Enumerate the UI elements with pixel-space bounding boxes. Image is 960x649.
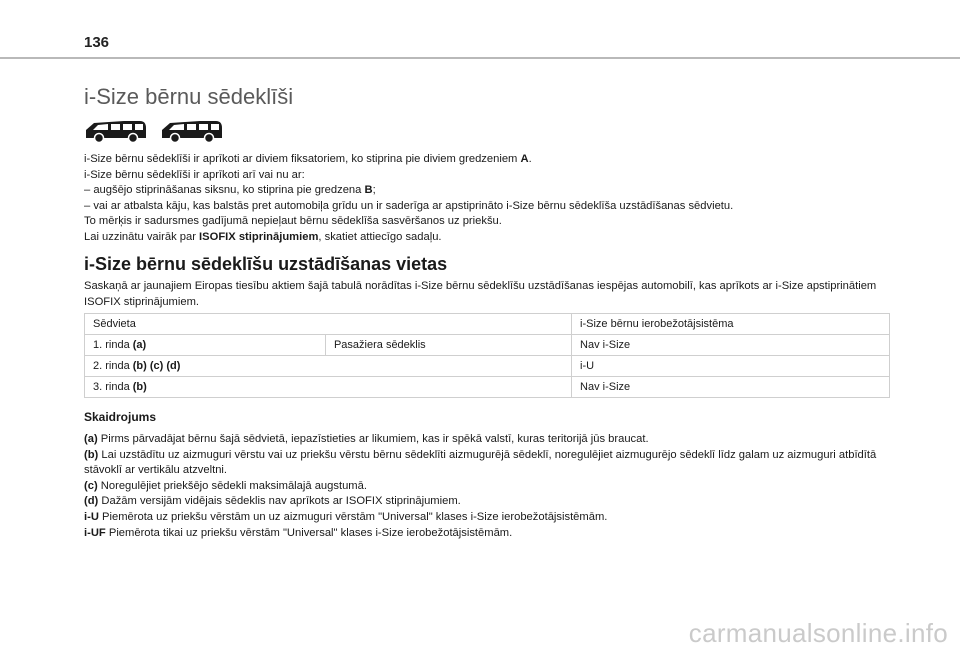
note-item: i-U Piemērota uz priekšu vērstām un uz aizmuguri vērstām "Universal" klases i-Size ierobežotājsistēmām. bbox=[84, 510, 608, 523]
note-item: (d) Dažām versijām vidējais sēdeklis nav aprīkots ar ISOFIX stiprinājumiem. bbox=[84, 495, 461, 508]
intro-line: – vai ar atbalsta kāju, kas balstās pret automobiļa grīdu un ir saderīga ar apstiprināto i-Size bērnu sēdeklīša uzstādīšanas sēdvietu. bbox=[84, 199, 734, 212]
section-description: Saskaņā ar jaunajiem Eiropas tiesību aktiem šajā tabulā norādītas i-Size bērnu sēdeklīšu uzstādīšanas iespējas automobilī, kas aprīkots ar i-Size apstiprinātiem ISOFIX stiprinājumiem. bbox=[84, 280, 877, 308]
van-icon bbox=[160, 118, 224, 144]
intro-line: i-Size bērnu sēdeklīši ir aprīkoti arī vai nu ar: bbox=[84, 168, 305, 181]
table-row bbox=[85, 377, 890, 398]
table-row bbox=[85, 335, 890, 356]
notes-list bbox=[84, 432, 884, 541]
intro-text bbox=[84, 152, 884, 246]
note-item: i-UF Piemērota tikai uz priekšu vērstām "Universal" klases i-Size ierobežotājsistēmām. bbox=[84, 526, 513, 539]
notes-title: Skaidrojums bbox=[84, 410, 157, 424]
table-row bbox=[85, 356, 890, 377]
row-label-cell: 3. rinda (b) bbox=[85, 377, 572, 398]
header-seat: Sēdvieta bbox=[85, 314, 572, 335]
watermark: carmanualsonline.info bbox=[688, 618, 948, 648]
page-number: 136 bbox=[84, 34, 110, 51]
header-divider bbox=[0, 57, 960, 59]
intro-line: i-Size bērnu sēdeklīši ir aprīkoti ar diviem fiksatoriem, ko stiprina pie diviem gredzeniem A. bbox=[84, 153, 532, 165]
note-item: (b) Lai uzstādītu uz aizmuguri vērstu vai uz priekšu vērstu bērnu sēdeklīti aizmugurējā sēdeklī, noregulējiet aizmugurējo sēdeklī līdz galam uz aizmuguri atbīdītā stāvoklī ar vertikālu atzveltni. bbox=[84, 448, 877, 477]
page-title: i-Size bērnu sēdeklīši bbox=[84, 84, 294, 109]
van-icon bbox=[84, 118, 148, 144]
intro-line: Lai uzzinātu vairāk par ISOFIX stiprinājumiem, skatiet attiecīgo sadaļu. bbox=[84, 230, 442, 243]
position-cell: Pasažiera sēdeklis bbox=[325, 335, 571, 356]
row-label-cell: 2. rinda (b) (c) (d) bbox=[85, 356, 572, 377]
section-title: i-Size bērnu sēdeklīšu uzstādīšanas vietas bbox=[84, 254, 448, 274]
system-cell: Nav i-Size bbox=[572, 377, 890, 398]
system-cell: i-U bbox=[572, 356, 890, 377]
row-label-cell: 1. rinda (a) bbox=[85, 335, 326, 356]
system-cell: Nav i-Size bbox=[572, 335, 890, 356]
table-header-row bbox=[85, 314, 890, 335]
note-item: (c) Noregulējiet priekšējo sēdekli maksimālajā augstumā. bbox=[84, 479, 367, 492]
intro-line: – augšējo stiprināšanas siksnu, ko stiprina pie gredzena B; bbox=[84, 184, 376, 197]
header-system: i-Size bērnu ierobežotājsistēma bbox=[572, 314, 890, 335]
intro-line: To mērķis ir sadursmes gadījumā nepieļaut bērnu sēdeklīša sasvēršanos uz priekšu. bbox=[84, 215, 502, 228]
vehicle-icons bbox=[84, 118, 224, 144]
seat-table bbox=[84, 313, 890, 398]
note-item: (a) Pirms pārvadājat bērnu šajā sēdvietā, iepazīstieties ar likumiem, kas ir spēkā valstī, kuras teritorijā jūs braucat. bbox=[84, 433, 649, 445]
